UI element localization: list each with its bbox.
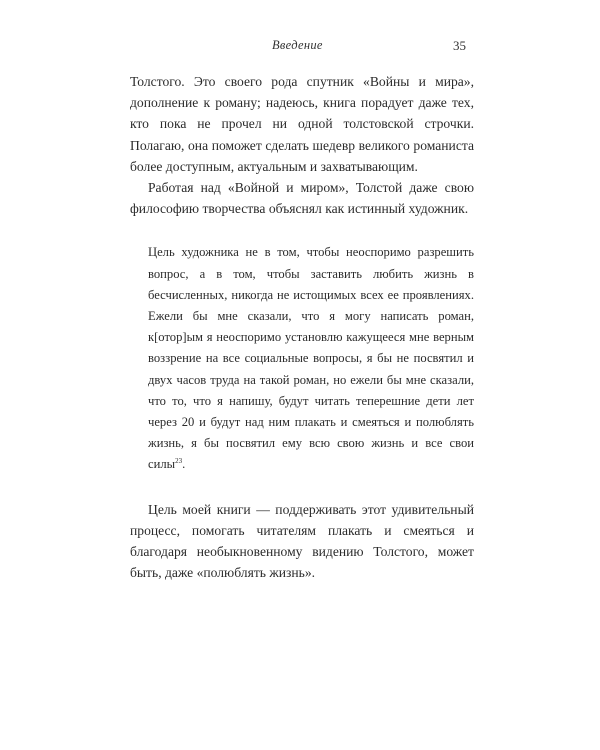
paragraph-intro-quote: Работая над «Войной и миром», Толстой даже свою философию творчества объяснял как истинный художник. xyxy=(130,180,474,217)
quote-text: Цель художника не в том, чтобы неоспоримо разрешить вопрос, а в том, чтобы заставить любить жизнь в бесчисленных, никогда не истощимых всех ее проявлениях. Ежели бы мне сказали, что я могу написать роман, к[отор]ым я неоспоримо установлю кажущееся мне верным воззрение на все социальные вопросы, я бы не посвятил и двух часов труда на такой роман, но ежели бы мне сказали, что то, что я напишу, будут читать теперешние дети лет через 20 и будут над ним плакать и смеяться и полюблять жизнь, я бы посвятил ему всю свою жизнь и все свои силы xyxy=(148,245,474,472)
body-text xyxy=(130,71,474,583)
running-head xyxy=(0,38,600,58)
paragraph-continuation: Толстого. Это своего рода спутник «Войны и мира», дополнение к роману; надеюсь, книга порадует даже тех, кто пока не прочел ни одной толстовской строчки. Полагаю, она поможет сделать шедевр великого романиста более доступным, актуальным и захватывающим. xyxy=(130,74,474,174)
running-title: Введение xyxy=(272,38,323,52)
page-number: 35 xyxy=(453,38,466,53)
footnote-marker: 23 xyxy=(175,457,183,466)
paragraph-book-goal: Цель моей книги — поддерживать этот удивительный процесс, помогать читателям плакать и смеяться и благодаря необыкновенному видению Толстого, может быть, даже «полюблять жизнь». xyxy=(130,501,474,581)
quote-end: . xyxy=(182,457,186,472)
quote-text-wrapper xyxy=(148,242,474,475)
tolstoy-quote xyxy=(148,242,474,475)
